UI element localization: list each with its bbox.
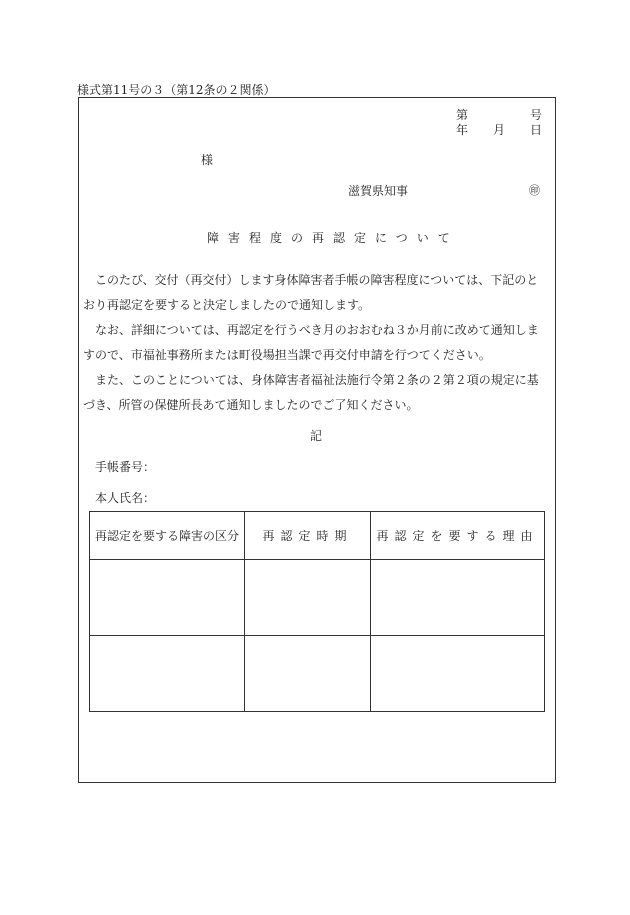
body-paragraph-2 [83,318,545,368]
date-year-label: 年 [456,123,469,137]
body-paragraph-3-text: また、このことについては、身体障害者福祉法施行令第２条の２第２項の規定に基づき、所管の保健所長あて通知しましたのでご了知ください。 [83,373,539,412]
notebook-number-label: 手帳番号： [95,460,156,474]
issuer-name: 滋賀県知事 [348,184,409,198]
header-disability-category: 再認定を要する障害の区分 [90,512,245,560]
table-row [90,636,545,712]
number-suffix: 号 [530,108,543,122]
body-paragraph-2-text: なお、詳細については、再認定を行うべき月のおおむね３か月前に改めて通知しますので、市福祉事務所または町役場担当課で再交付申請を行つてください。 [83,323,539,362]
table-cell[interactable] [371,560,545,636]
number-prefix: 第 [456,108,469,122]
table-cell[interactable] [90,636,245,712]
table-header-row [90,512,545,560]
body-paragraph-3 [83,368,545,418]
addressee-suffix: 様 [201,153,214,167]
table-cell[interactable] [245,636,371,712]
recertification-table [89,511,545,712]
table-cell[interactable] [90,560,245,636]
table-row [90,560,545,636]
form-number-label: 様式第11号の３（第12条の２関係） [77,83,276,97]
header-recertification-period: 再認定時期 [245,512,371,560]
body-paragraph-1-text: このたび、交付（再交付）します身体障害者手帳の障害程度については、下記のとおり再認定を要すると決定しましたので通知します。 [83,273,539,312]
seal-mark: ㊞ [529,184,540,197]
header-recertification-reason: 再認定を要する理由 [371,512,545,560]
person-name-label: 本人氏名： [95,491,156,505]
table-cell[interactable] [245,560,371,636]
table-cell[interactable] [371,636,545,712]
body-paragraph-1 [83,268,545,318]
date-month-label: 月 [493,123,506,137]
document-title: 障害程度の再認定について [207,231,459,245]
ki-heading: 記 [310,429,323,443]
date-day-label: 日 [530,123,543,137]
